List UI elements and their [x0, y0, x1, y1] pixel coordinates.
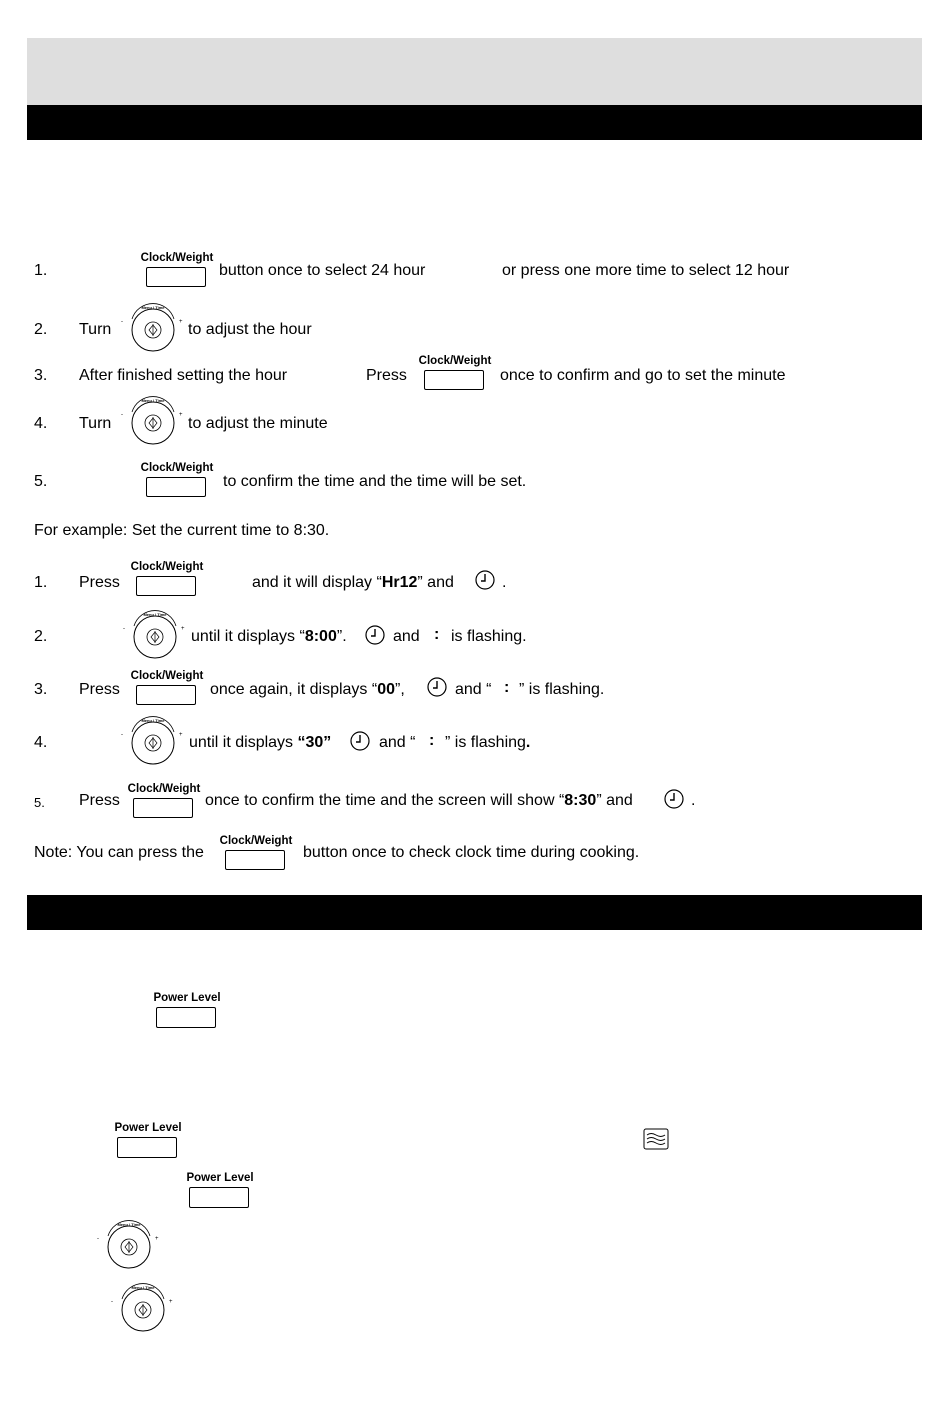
- menu-time-dial-icon: [118, 716, 188, 770]
- menu-time-dial-icon: [118, 303, 188, 357]
- step-text: to confirm the time and the time will be set.: [223, 473, 527, 490]
- step-text: and: [393, 628, 420, 645]
- step-text: Turn: [79, 415, 112, 432]
- header-band: [27, 38, 922, 105]
- clock-weight-button: [127, 670, 207, 712]
- clock-weight-button: [137, 462, 217, 504]
- step-text: Turn: [79, 321, 112, 338]
- clock-weight-button: [137, 252, 217, 294]
- menu-time-dial-icon: [118, 396, 188, 450]
- step-text: or press one more time to select 12 hour: [502, 262, 790, 279]
- svg-text:-: -: [97, 1236, 99, 1242]
- step-text: Press: [79, 681, 120, 698]
- menu-time-dial-icon: [120, 610, 190, 664]
- clock-icon: [350, 731, 370, 751]
- clock-weight-button: [415, 355, 495, 397]
- clock-weight-button: [124, 783, 204, 825]
- step-number: 4.: [34, 734, 48, 751]
- power-level-button: [147, 992, 227, 1034]
- menu-time-dial-icon: [108, 1283, 178, 1337]
- clock-icon: [664, 789, 684, 809]
- dial-label: Menu / Time: [141, 398, 165, 403]
- svg-text:+: +: [155, 1236, 159, 1242]
- clock-icon: [365, 625, 385, 645]
- dial-label: Menu / Time: [143, 612, 167, 617]
- clock-icon: [475, 570, 495, 590]
- clock-weight-button: [216, 835, 296, 877]
- step-number: 5.: [34, 795, 45, 810]
- svg-text:+: +: [179, 319, 183, 325]
- step-number: 5.: [34, 473, 48, 490]
- microwave-wave-icon: [643, 1128, 669, 1150]
- power-level-button: [180, 1172, 260, 1214]
- dial-label: Menu / Time: [131, 1285, 155, 1290]
- svg-text:+: +: [179, 412, 183, 418]
- step-text: .: [691, 792, 696, 809]
- step-text: ” is flashing.: [519, 681, 605, 698]
- step-number: 1.: [34, 262, 48, 279]
- clock-icon: [427, 677, 447, 697]
- step-text: Press: [79, 792, 120, 809]
- step-number: 4.: [34, 415, 48, 432]
- step-text: to adjust the minute: [188, 415, 328, 432]
- button-label: Power Level: [186, 1172, 254, 1184]
- step-text: until it displays “30”: [189, 734, 332, 751]
- dial-label: Menu / Time: [141, 718, 165, 723]
- step-text: and it will display “Hr12” and: [252, 574, 454, 591]
- svg-text:-: -: [111, 1299, 113, 1305]
- section-bar-clock: [27, 105, 922, 140]
- example-heading: For example: Set the current time to 8:30.: [34, 522, 330, 539]
- button-label: Clock/Weight: [140, 252, 214, 264]
- svg-text:-: -: [123, 626, 125, 632]
- note-text: button once to check clock time during cooking.: [303, 844, 640, 861]
- svg-text:+: +: [181, 626, 185, 632]
- svg-text:-: -: [121, 412, 123, 418]
- step-text: Press: [79, 574, 120, 591]
- step-number: 2.: [34, 321, 48, 338]
- step-text: to adjust the hour: [188, 321, 312, 338]
- power-level-button: [108, 1122, 188, 1164]
- step-text: once to confirm and go to set the minute: [500, 367, 786, 384]
- step-text: Press: [366, 367, 407, 384]
- step-text: until it displays “8:00”.: [191, 628, 347, 645]
- step-number: 1.: [34, 574, 48, 591]
- colon-symbol: :: [504, 679, 510, 696]
- note-text: Note: You can press the: [34, 844, 204, 861]
- step-text: After finished setting the hour: [79, 367, 288, 384]
- button-label: Clock/Weight: [127, 783, 201, 795]
- button-label: Power Level: [114, 1122, 182, 1134]
- button-label: Clock/Weight: [418, 355, 492, 367]
- step-text: button once to select 24 hour: [219, 262, 426, 279]
- section-bar-power: [27, 895, 922, 930]
- svg-text:-: -: [121, 732, 123, 738]
- button-label: Clock/Weight: [140, 462, 214, 474]
- step-number: 3.: [34, 367, 48, 384]
- step-number: 3.: [34, 681, 48, 698]
- svg-text:+: +: [179, 732, 183, 738]
- step-text: is flashing.: [451, 628, 527, 645]
- dial-label: Menu / Time: [141, 305, 165, 310]
- colon-symbol: :: [429, 732, 435, 749]
- button-label: Clock/Weight: [219, 835, 293, 847]
- button-label: Clock/Weight: [130, 670, 204, 682]
- svg-text:+: +: [169, 1299, 173, 1305]
- step-text: once to confirm the time and the screen will show “8:30” and: [205, 792, 633, 809]
- menu-time-dial-icon: [94, 1220, 164, 1274]
- step-text: ” is flashing.: [445, 734, 531, 751]
- button-label: Power Level: [153, 992, 221, 1004]
- button-label: Clock/Weight: [130, 561, 204, 573]
- step-text: .: [502, 574, 507, 591]
- step-text: and “: [379, 734, 416, 751]
- step-text: and “: [455, 681, 492, 698]
- colon-symbol: :: [434, 626, 440, 643]
- clock-weight-button: [127, 561, 207, 603]
- svg-text:-: -: [121, 319, 123, 325]
- dial-label: Menu / Time: [117, 1222, 141, 1227]
- step-text: once again, it displays “00”,: [210, 681, 405, 698]
- step-number: 2.: [34, 628, 48, 645]
